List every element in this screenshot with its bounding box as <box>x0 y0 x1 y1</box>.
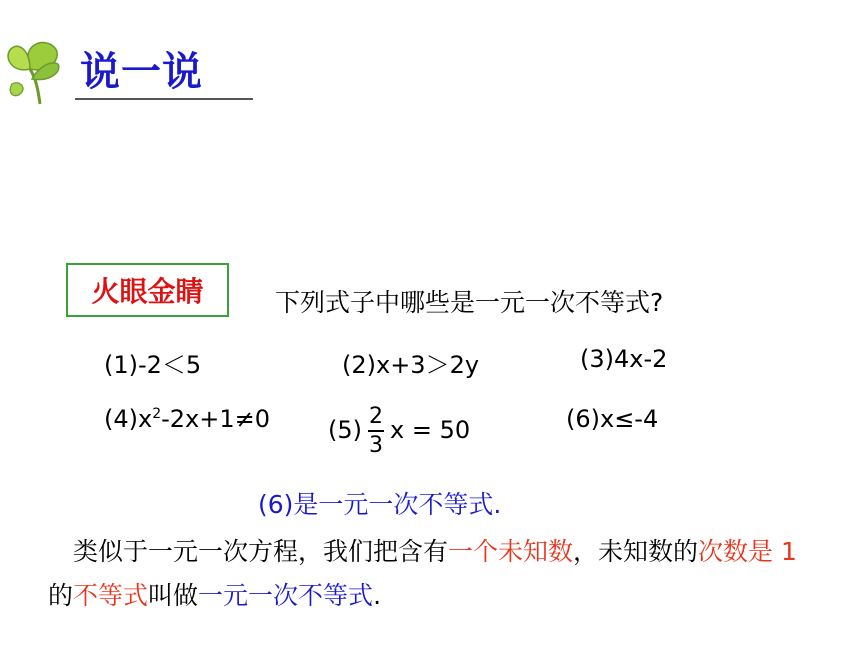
question-text: 下列式子中哪些是一元一次不等式? <box>275 288 664 317</box>
highlight-inequality: 不等式 <box>73 581 149 610</box>
fraction-denominator: 3 <box>369 433 383 459</box>
definition-part-3: 的 <box>48 581 74 610</box>
highlight-one-unknown: 一个未知数 <box>448 537 574 566</box>
item-2: (2)x+3＞2y <box>342 351 480 379</box>
page-title: 说一说 <box>80 49 203 95</box>
leaf-icon <box>0 34 80 110</box>
item-5 <box>328 405 470 457</box>
item-5-prefix: (5) <box>328 416 362 445</box>
item-4-rest: -2x+1≠0 <box>161 405 271 433</box>
item-6: (6)x≤-4 <box>566 405 659 433</box>
definition-part-5: . <box>373 581 382 610</box>
highlight-badge: 火眼金睛 <box>66 263 229 317</box>
item-4-prefix: (4)x <box>104 405 153 433</box>
item-3: (3)4x-2 <box>580 345 668 373</box>
fraction-bar <box>368 430 384 432</box>
answer-text: (6)是一元一次不等式. <box>258 490 502 519</box>
definition-paragraph <box>48 530 828 618</box>
title-underline <box>75 98 253 100</box>
item-1: (1)-2＜5 <box>104 351 202 379</box>
highlight-term: 一元一次不等式 <box>198 581 374 610</box>
fraction-numerator: 2 <box>369 404 383 429</box>
item-5-rest: x = 50 <box>390 416 471 445</box>
fraction <box>368 405 384 457</box>
definition-part-1: 类似于一元一次方程，我们把含有 <box>48 537 449 566</box>
item-4-exponent: 2 <box>152 406 162 422</box>
definition-part-2: ，未知数的 <box>573 537 699 566</box>
highlight-degree-one: 次数是 1 <box>698 537 797 566</box>
item-4 <box>104 405 270 433</box>
definition-part-4: 叫做 <box>148 581 199 610</box>
